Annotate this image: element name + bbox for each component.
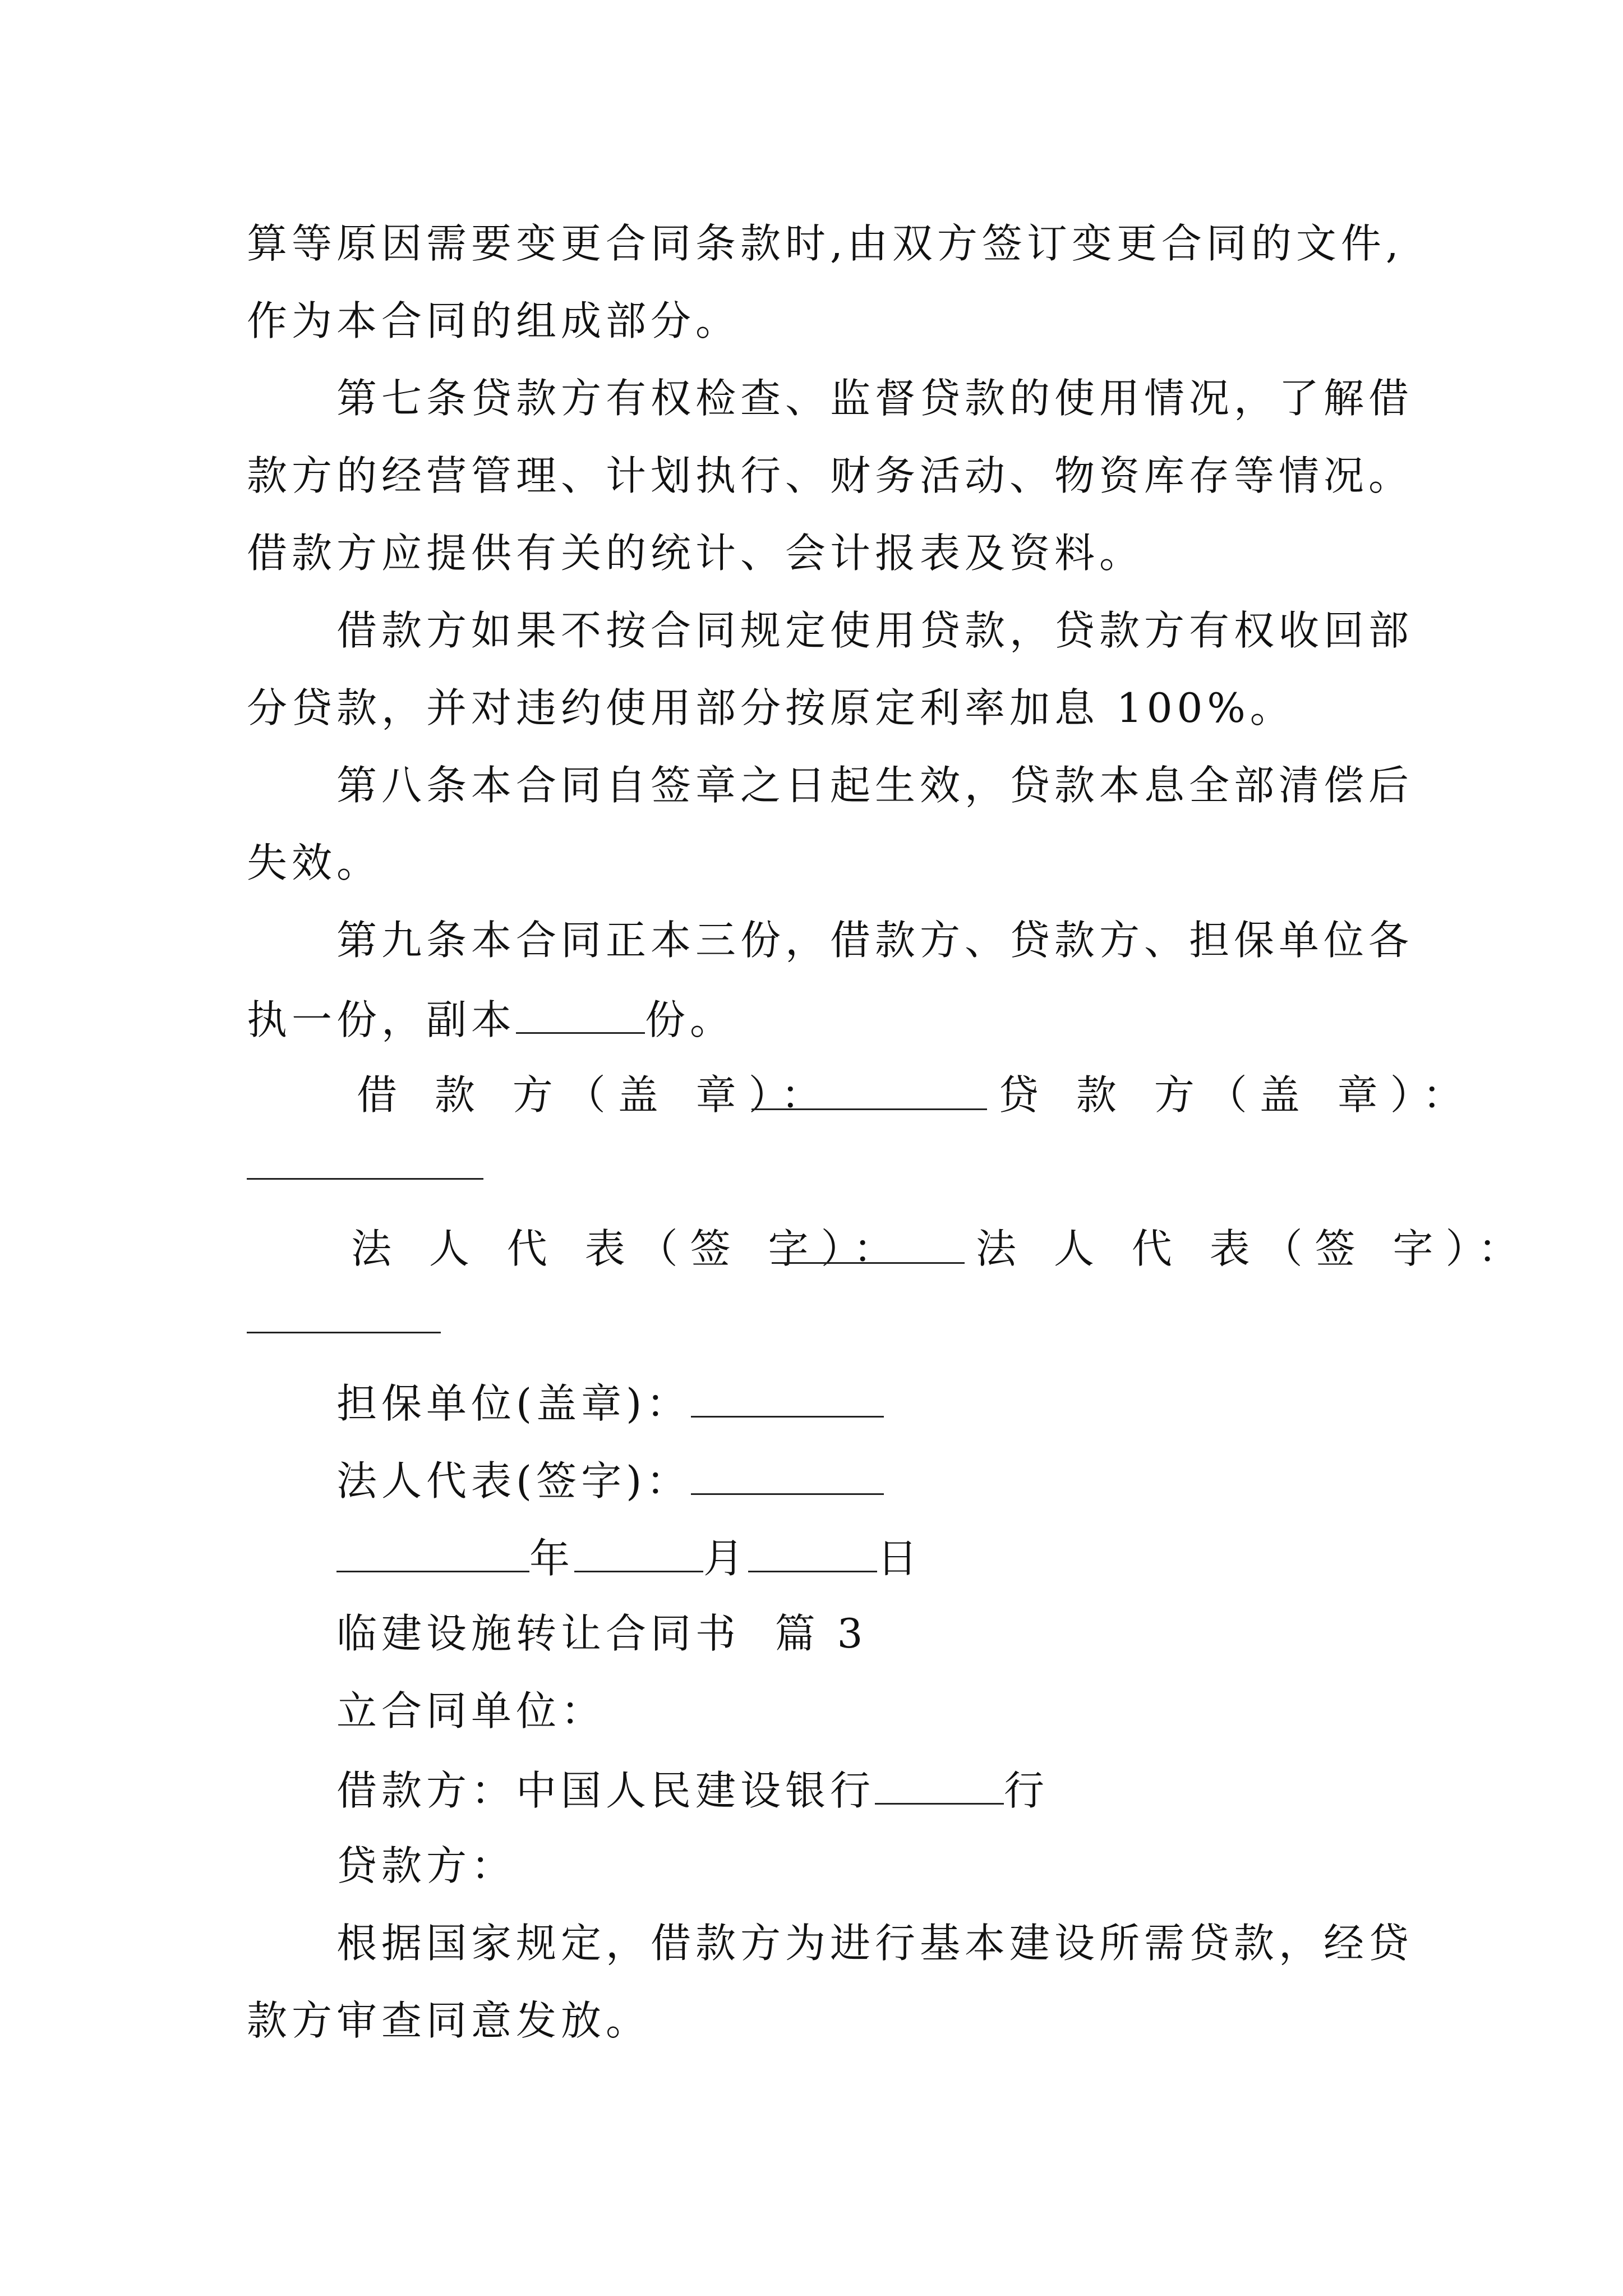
guarantor-seal-label: 担保单位(盖章)： (336, 1380, 691, 1427)
lender-seal-blank (247, 1178, 483, 1180)
copies-label: 执一份，副本 (247, 996, 517, 1043)
lender-rep-blank (247, 1332, 441, 1333)
paragraph-line: 作为本合同的组成部分。 (247, 297, 741, 344)
guarantor-rep-line (336, 1457, 884, 1504)
branch-suffix: 行 (1004, 1767, 1049, 1814)
borrower-rep-blank (772, 1262, 965, 1264)
borrower-seal-label: 借 款 方（盖 章）： (357, 1071, 834, 1119)
paragraph-line: 算等原因需要变更合同条款时,由双方签订变更合同的文件, (247, 220, 1403, 267)
paragraph-line: 根据国家规定，借款方为进行基本建设所需贷款，经贷 (336, 1920, 1414, 1967)
article-8-line: 第八条本合同自签章之日起生效，贷款本息全部清偿后 (336, 762, 1414, 809)
paragraph-line: 分贷款，并对违约使用部分按原定利率加息 100%。 (247, 684, 1295, 731)
month-label: 月 (703, 1535, 749, 1582)
borrower-line (336, 1767, 1049, 1814)
copies-blank (516, 997, 645, 1034)
guarantor-seal-line (336, 1380, 884, 1427)
date-line (336, 1535, 923, 1582)
paragraph-line: 款方的经营管理、计划执行、财务活动、物资库存等情况。 (247, 452, 1414, 499)
month-blank (574, 1536, 703, 1572)
guarantor-seal-blank (691, 1381, 884, 1418)
day-label: 日 (877, 1535, 923, 1582)
lender-rep-label: 法 人 代 表（签 字）： (976, 1225, 1531, 1272)
paragraph-line: 失效。 (247, 839, 382, 886)
paragraph-line: 借款方如果不按合同规定使用贷款，贷款方有权收回部 (336, 607, 1414, 654)
branch-blank (875, 1768, 1004, 1805)
copies-suffix: 份。 (645, 996, 735, 1043)
borrower-label: 借款方：中国人民建设银行 (336, 1767, 875, 1814)
year-label: 年 (529, 1535, 575, 1582)
copies-line (247, 996, 735, 1043)
lender-seal-label: 贷 款 方（盖 章）： (998, 1071, 1476, 1119)
parties-heading: 立合同单位： (336, 1687, 606, 1734)
paragraph-line: 款方审查同意发放。 (247, 1997, 651, 2044)
article-7-line: 第七条贷款方有权检查、监督贷款的使用情况，了解借 (336, 375, 1414, 422)
article-9-line: 第九条本合同正本三份，借款方、贷款方、担保单位各 (336, 917, 1414, 964)
section-title: 临建设施转让合同书 篇 3 (336, 1610, 868, 1657)
guarantor-rep-blank (691, 1458, 884, 1495)
paragraph-line: 借款方应提供有关的统计、会计报表及资料。 (247, 530, 1145, 577)
guarantor-rep-label: 法人代表(签字)： (336, 1457, 691, 1504)
borrower-seal-blank (751, 1108, 987, 1110)
borrower-rep-label: 法 人 代 表（签 字）： (351, 1225, 906, 1272)
lender-line: 贷款方： (336, 1842, 517, 1889)
day-blank (748, 1536, 877, 1572)
year-blank (336, 1536, 529, 1572)
